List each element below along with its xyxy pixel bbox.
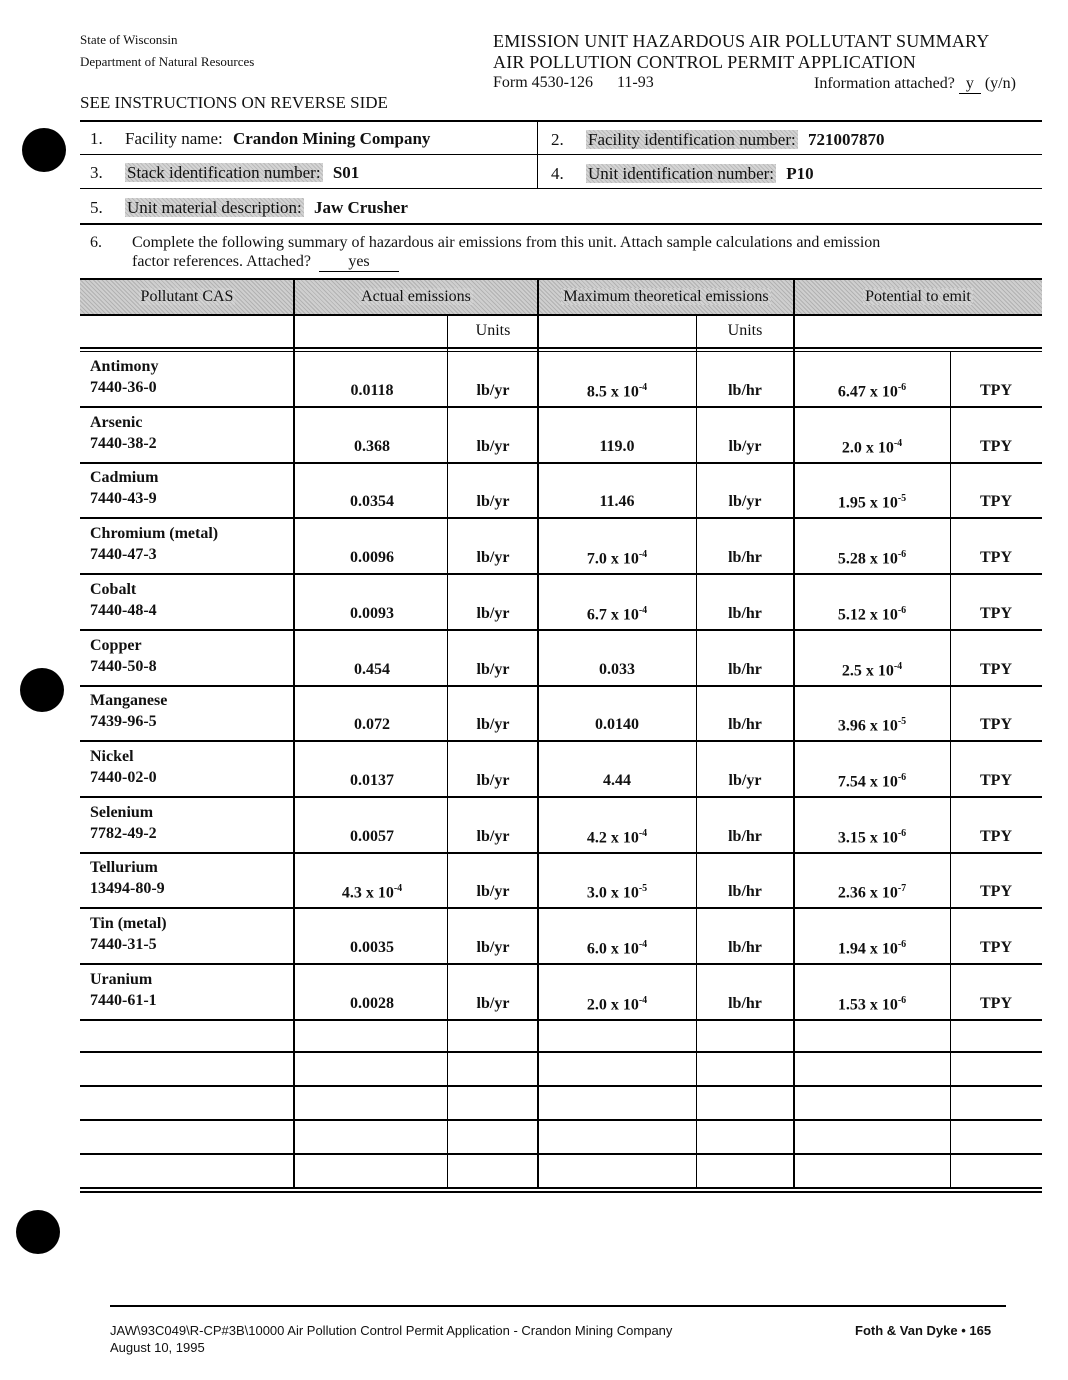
potential-units — [950, 605, 1042, 623]
summary-instruction-line2 — [132, 253, 399, 272]
maximum-units-value: lb/yr — [728, 437, 762, 455]
cas-number-value: 7440-47-3 — [90, 546, 157, 564]
maximum-emissions-value: 6.7 x 10 — [586, 606, 639, 624]
divider — [80, 120, 1042, 122]
maximum-emissions — [538, 716, 696, 734]
maximum-units — [696, 493, 794, 511]
potential-units — [950, 995, 1042, 1013]
actual-emissions-value: 0.0057 — [350, 827, 394, 845]
form-title-line1: EMISSION UNIT HAZARDOUS AIR POLLUTANT SUMMARY — [493, 31, 990, 51]
col-header-pollutant-text: Pollutant CAS — [140, 288, 234, 305]
maximum-emissions — [538, 493, 696, 511]
maximum-units — [696, 995, 794, 1013]
maximum-emissions — [538, 438, 696, 456]
form-date: 11-93 — [617, 74, 654, 91]
form-number: Form 4530-126 — [493, 74, 593, 91]
pollutant-name — [90, 525, 218, 543]
field-label: Unit material description: — [127, 198, 302, 217]
potential-to-emit-exponent: -6 — [897, 994, 907, 1006]
potential-to-emit — [794, 828, 950, 847]
cas-number-value: 7440-43-9 — [90, 490, 157, 508]
stack-id-value[interactable]: S01 — [332, 163, 360, 182]
col-header-potential-text: Potential to emit — [865, 288, 971, 305]
field-number: 4. — [551, 164, 564, 183]
potential-to-emit-value: 5.28 x 10 — [837, 550, 898, 568]
table-row — [0, 519, 1068, 575]
cas-number — [90, 658, 157, 676]
table-row — [0, 909, 1068, 965]
actual-emissions — [296, 772, 448, 790]
pollutant-name-value: Tellurium — [90, 859, 158, 877]
field-number: 1. — [90, 129, 103, 148]
cas-number-value: 7782-49-2 — [90, 824, 157, 842]
maximum-emissions-exponent: -4 — [638, 994, 648, 1006]
maximum-units-value: lb/hr — [728, 604, 762, 622]
cas-number-value: 7440-31-5 — [90, 936, 157, 953]
potential-to-emit-value: 3.15 x 10 — [837, 828, 898, 846]
maximum-emissions — [538, 549, 696, 568]
cas-number — [90, 769, 157, 787]
maximum-units-value: lb/hr — [728, 994, 762, 1012]
potential-units-value: TPY — [980, 883, 1012, 901]
actual-units-value: lb/yr — [476, 994, 510, 1012]
actual-units-value: lb/yr — [476, 939, 510, 956]
table-row — [0, 463, 1068, 519]
potential-units — [950, 883, 1042, 901]
info-attached-value[interactable]: y — [959, 75, 981, 94]
maximum-emissions — [538, 605, 696, 624]
potential-to-emit-exponent: -5 — [897, 716, 907, 728]
form-title-line2: AIR POLLUTION CONTROL PERMIT APPLICATION — [493, 52, 917, 72]
potential-units-value: TPY — [980, 771, 1012, 789]
field-label: Facility name: — [125, 129, 223, 148]
potential-to-emit — [794, 661, 950, 680]
divider — [80, 1085, 1042, 1087]
potential-units-value: TPY — [980, 604, 1012, 622]
potential-units-value: TPY — [980, 716, 1012, 734]
pollutant-name — [90, 748, 134, 766]
cas-number — [90, 825, 157, 843]
pollutant-name — [90, 358, 158, 376]
table-row — [0, 798, 1068, 854]
attached-value[interactable]: yes — [319, 253, 399, 272]
actual-units-value: lb/yr — [476, 382, 510, 399]
actual-units — [448, 661, 538, 679]
actual-emissions-value: 0.0137 — [350, 771, 394, 789]
actual-units — [448, 605, 538, 623]
potential-units-value: TPY — [980, 382, 1012, 399]
actual-units — [448, 883, 538, 901]
footer-page: Foth & Van Dyke • 165 — [855, 1323, 992, 1338]
actual-units — [448, 716, 538, 734]
maximum-emissions-value: 3.0 x 10 — [586, 884, 639, 902]
cas-number-value: 7440-48-4 — [90, 601, 157, 619]
footer-reference: JAW\93C049\R-CP#3B\10000 Air Pollution Control Permit Application - Crandon Mining Company — [110, 1323, 673, 1338]
facility-name-value[interactable]: Crandon Mining Company — [232, 129, 431, 148]
potential-to-emit-value: 5.12 x 10 — [837, 606, 898, 624]
cas-number — [90, 992, 157, 1010]
potential-to-emit-exponent: -5 — [897, 493, 907, 505]
actual-emissions — [296, 438, 448, 456]
facility-name-field — [90, 129, 430, 149]
actual-emissions-value: 0.454 — [354, 660, 390, 678]
actual-units — [448, 772, 538, 790]
punch-hole-top — [22, 128, 66, 172]
pollutant-name — [90, 859, 158, 877]
actual-units-value: lb/yr — [476, 883, 510, 901]
unit-material-value[interactable]: Jaw Crusher — [313, 198, 408, 217]
col-header-potential — [794, 280, 1042, 314]
maximum-emissions-value: 119.0 — [599, 437, 635, 455]
maximum-units — [696, 605, 794, 623]
stack-id-field — [90, 163, 359, 183]
actual-units-value: lb/yr — [476, 716, 510, 734]
maximum-units-value: lb/hr — [728, 660, 762, 678]
actual-emissions-value: 0.0354 — [350, 493, 394, 511]
summary-instruction-line1: Complete the following summary of hazardous air emissions from this unit. Attach sample calculations and emission — [132, 234, 881, 251]
potential-to-emit-value: 2.5 x 10 — [841, 661, 894, 679]
pollutant-name-value: Arsenic — [90, 413, 143, 431]
potential-to-emit-value: 3.96 x 10 — [837, 717, 898, 735]
maximum-emissions-exponent: -5 — [638, 883, 648, 895]
potential-to-emit — [794, 549, 950, 568]
divider — [537, 120, 538, 189]
maximum-emissions — [538, 382, 696, 401]
actual-emissions-exponent: -4 — [393, 883, 403, 895]
actual-emissions-value: 0.0093 — [350, 604, 394, 622]
pollutant-name-value: Tin (metal) — [90, 915, 167, 932]
maximum-emissions — [538, 995, 696, 1014]
potential-units-value: TPY — [980, 660, 1012, 678]
divider — [80, 1051, 1042, 1053]
maximum-emissions-exponent: -4 — [638, 939, 648, 950]
potential-units-value: TPY — [980, 549, 1012, 567]
actual-emissions-value: 0.072 — [354, 716, 390, 734]
pollutant-name — [90, 637, 142, 655]
divider — [80, 154, 1042, 155]
potential-units-value: TPY — [980, 493, 1012, 511]
facility-id-field — [551, 130, 884, 150]
pollutant-name — [90, 581, 136, 599]
maximum-emissions-exponent: -4 — [638, 549, 648, 561]
actual-units — [448, 828, 538, 846]
units-header-maximum: Units — [727, 322, 763, 339]
maximum-emissions-value: 7.0 x 10 — [586, 550, 639, 568]
cas-number — [90, 936, 157, 954]
cas-number — [90, 546, 157, 564]
maximum-units — [696, 382, 794, 400]
potential-to-emit — [794, 883, 950, 902]
maximum-units — [696, 883, 794, 901]
potential-to-emit-exponent: -6 — [897, 771, 907, 783]
potential-to-emit — [794, 382, 950, 401]
field-label: Facility identification number: — [588, 130, 796, 149]
potential-to-emit — [794, 605, 950, 624]
potential-to-emit — [794, 438, 950, 457]
potential-to-emit-value: 2.0 x 10 — [841, 439, 894, 457]
pollutant-name-value: Nickel — [90, 747, 134, 765]
pollutant-name-value: Manganese — [90, 692, 168, 710]
cas-number-value: 13494-80-9 — [90, 880, 165, 898]
potential-units — [950, 549, 1042, 567]
unit-id-field — [551, 164, 814, 184]
cas-number — [90, 435, 157, 453]
maximum-emissions-exponent: -4 — [638, 827, 648, 839]
maximum-units — [696, 438, 794, 456]
maximum-emissions — [538, 939, 696, 958]
field-label: Stack identification number: — [127, 163, 321, 182]
potential-units — [950, 438, 1042, 456]
actual-emissions — [296, 995, 448, 1013]
actual-emissions — [296, 883, 448, 902]
cas-number — [90, 490, 157, 508]
potential-units-value: TPY — [980, 939, 1012, 956]
actual-units — [448, 493, 538, 511]
pollutant-name-value: Cobalt — [90, 580, 137, 598]
col-header-maximum-text: Maximum theoretical emissions — [563, 288, 769, 305]
col-header-actual-text: Actual emissions — [361, 288, 471, 305]
maximum-emissions — [538, 661, 696, 679]
potential-to-emit-value: 7.54 x 10 — [837, 773, 898, 791]
actual-units — [448, 438, 538, 456]
actual-units — [448, 382, 538, 400]
actual-emissions — [296, 549, 448, 567]
actual-units-value: lb/yr — [476, 437, 510, 455]
pollutant-name — [90, 804, 153, 822]
cas-number-value: 7440-38-2 — [90, 434, 157, 452]
potential-to-emit-exponent: -4 — [893, 660, 903, 672]
pollutant-name-value: Antimony — [90, 358, 159, 375]
actual-emissions-value: 4.3 x 10 — [341, 884, 394, 902]
state-name: State of Wisconsin — [80, 32, 178, 47]
table-row — [0, 575, 1068, 631]
maximum-units-value: lb/hr — [728, 549, 762, 567]
potential-units-value: TPY — [980, 994, 1012, 1012]
table-row — [0, 742, 1068, 798]
cas-number — [90, 880, 165, 898]
maximum-emissions-value: 2.0 x 10 — [586, 996, 639, 1014]
maximum-emissions-exponent: -4 — [638, 604, 648, 616]
pollutant-name-value: Chromium (metal) — [90, 525, 219, 543]
potential-units-value: TPY — [980, 437, 1012, 455]
divider — [80, 223, 1042, 225]
table-row — [0, 965, 1068, 1021]
cas-number-value: 7439-96-5 — [90, 713, 157, 731]
divider — [80, 1119, 1042, 1121]
summary-instruction-num: 6. — [90, 234, 102, 251]
maximum-units — [696, 549, 794, 567]
maximum-emissions-value: 11.46 — [599, 493, 635, 511]
department-name: Department of Natural Resources — [80, 54, 255, 69]
potential-to-emit — [794, 493, 950, 512]
potential-units — [950, 716, 1042, 734]
potential-to-emit-value: 6.47 x 10 — [837, 383, 898, 401]
maximum-emissions — [538, 883, 696, 902]
unit-material-field — [90, 198, 408, 218]
actual-emissions-value: 0.0035 — [350, 939, 394, 956]
field-number: 2. — [551, 130, 564, 149]
col-header-actual — [294, 280, 538, 314]
maximum-emissions-exponent: -4 — [638, 382, 648, 393]
potential-to-emit-exponent: -6 — [897, 382, 907, 393]
potential-to-emit — [794, 939, 950, 958]
divider — [80, 314, 1042, 316]
maximum-emissions — [538, 828, 696, 847]
actual-emissions — [296, 661, 448, 679]
attached-label: factor references. Attached? — [132, 253, 311, 270]
maximum-emissions-value: 8.5 x 10 — [586, 383, 639, 401]
maximum-emissions-value: 4.2 x 10 — [586, 828, 639, 846]
footer-date: August 10, 1995 — [110, 1340, 205, 1355]
pollutant-name — [90, 414, 142, 432]
info-attached-label: Information attached? — [814, 75, 955, 92]
cas-number-value: 7440-36-0 — [90, 379, 157, 396]
maximum-units — [696, 828, 794, 846]
footer-rule — [110, 1305, 1006, 1307]
actual-emissions-value: 0.0028 — [350, 994, 394, 1012]
actual-emissions — [296, 939, 448, 957]
cas-number — [90, 379, 157, 397]
info-attached — [814, 75, 1016, 94]
pollutant-name-value: Copper — [90, 636, 142, 654]
potential-to-emit — [794, 995, 950, 1014]
field-number: 5. — [90, 198, 103, 217]
maximum-emissions-value: 0.0140 — [595, 716, 639, 734]
pollutant-name — [90, 692, 167, 710]
divider — [80, 1153, 1042, 1155]
row-divider — [80, 1019, 1042, 1021]
potential-to-emit-exponent: -7 — [897, 883, 907, 895]
potential-to-emit-value: 1.94 x 10 — [837, 940, 898, 958]
cas-number — [90, 713, 157, 731]
maximum-units — [696, 772, 794, 790]
actual-units — [448, 549, 538, 567]
field-number: 3. — [90, 163, 103, 182]
potential-to-emit-value: 2.36 x 10 — [837, 884, 898, 902]
cas-number-value: 7440-02-0 — [90, 768, 157, 786]
units-header-actual: Units — [475, 322, 511, 339]
potential-to-emit — [794, 716, 950, 735]
potential-units — [950, 493, 1042, 511]
cas-number — [90, 602, 157, 620]
potential-units — [950, 828, 1042, 846]
maximum-units-value: lb/hr — [728, 883, 762, 901]
divider — [80, 1187, 1042, 1189]
pollutant-name-value: Cadmium — [90, 469, 159, 487]
instructions-note: SEE INSTRUCTIONS ON REVERSE SIDE — [80, 93, 388, 112]
actual-units-value: lb/yr — [476, 827, 510, 845]
divider — [80, 188, 1042, 189]
maximum-emissions-value: 4.44 — [603, 771, 631, 789]
potential-units — [950, 772, 1042, 790]
maximum-units — [696, 716, 794, 734]
maximum-units-value: lb/hr — [728, 827, 762, 845]
actual-emissions — [296, 493, 448, 511]
maximum-units — [696, 661, 794, 679]
maximum-units-value: lb/hr — [728, 716, 762, 734]
actual-emissions — [296, 605, 448, 623]
maximum-units-value: lb/hr — [728, 382, 762, 399]
actual-emissions — [296, 382, 448, 400]
potential-to-emit-exponent: -6 — [897, 939, 907, 950]
punch-hole-bottom — [16, 1210, 60, 1254]
maximum-units-value: lb/yr — [728, 493, 762, 511]
facility-id-value[interactable]: 721007870 — [807, 130, 885, 149]
potential-to-emit-exponent: -4 — [893, 437, 903, 449]
actual-emissions-value: 0.0096 — [350, 549, 394, 567]
potential-units — [950, 939, 1042, 957]
divider — [80, 347, 1042, 349]
table-row — [0, 686, 1068, 742]
table-row — [0, 631, 1068, 687]
maximum-emissions-value: 6.0 x 10 — [586, 940, 639, 958]
potential-to-emit — [794, 772, 950, 791]
cas-number-value: 7440-50-8 — [90, 657, 157, 675]
actual-emissions-value: 0.0118 — [350, 382, 394, 399]
table-row — [0, 853, 1068, 909]
actual-emissions — [296, 716, 448, 734]
form-id — [493, 74, 654, 92]
actual-units — [448, 939, 538, 957]
unit-id-value[interactable]: P10 — [786, 164, 814, 183]
info-attached-options: (y/n) — [984, 75, 1016, 92]
potential-units-value: TPY — [980, 827, 1012, 845]
col-header-maximum — [538, 280, 794, 314]
maximum-units-value: lb/hr — [728, 939, 762, 956]
maximum-units — [696, 939, 794, 957]
maximum-units-value: lb/yr — [728, 771, 762, 789]
field-label: Unit identification number: — [588, 164, 775, 183]
table-row — [0, 408, 1068, 464]
pollutant-name-value: Uranium — [90, 970, 153, 988]
potential-to-emit-exponent: -6 — [897, 604, 907, 616]
potential-units — [950, 661, 1042, 679]
actual-units — [448, 995, 538, 1013]
table-row — [0, 352, 1068, 408]
actual-units-value: lb/yr — [476, 771, 510, 789]
actual-units-value: lb/yr — [476, 493, 510, 511]
actual-emissions — [296, 828, 448, 846]
potential-to-emit-value: 1.53 x 10 — [837, 996, 898, 1014]
actual-emissions-value: 0.368 — [354, 437, 390, 455]
pollutant-name-value: Selenium — [90, 803, 154, 821]
maximum-emissions-value: 0.033 — [599, 660, 635, 678]
actual-units-value: lb/yr — [476, 604, 510, 622]
pollutant-name — [90, 915, 167, 933]
actual-units-value: lb/yr — [476, 549, 510, 567]
potential-to-emit-exponent: -6 — [897, 549, 907, 561]
divider — [80, 1191, 1042, 1193]
potential-to-emit-exponent: -6 — [897, 827, 907, 839]
maximum-emissions — [538, 772, 696, 790]
potential-units — [950, 382, 1042, 400]
cas-number-value: 7440-61-1 — [90, 991, 157, 1009]
actual-units-value: lb/yr — [476, 660, 510, 678]
col-header-pollutant — [80, 280, 294, 314]
potential-to-emit-value: 1.95 x 10 — [837, 494, 898, 512]
pollutant-name — [90, 469, 158, 487]
pollutant-name — [90, 971, 152, 989]
